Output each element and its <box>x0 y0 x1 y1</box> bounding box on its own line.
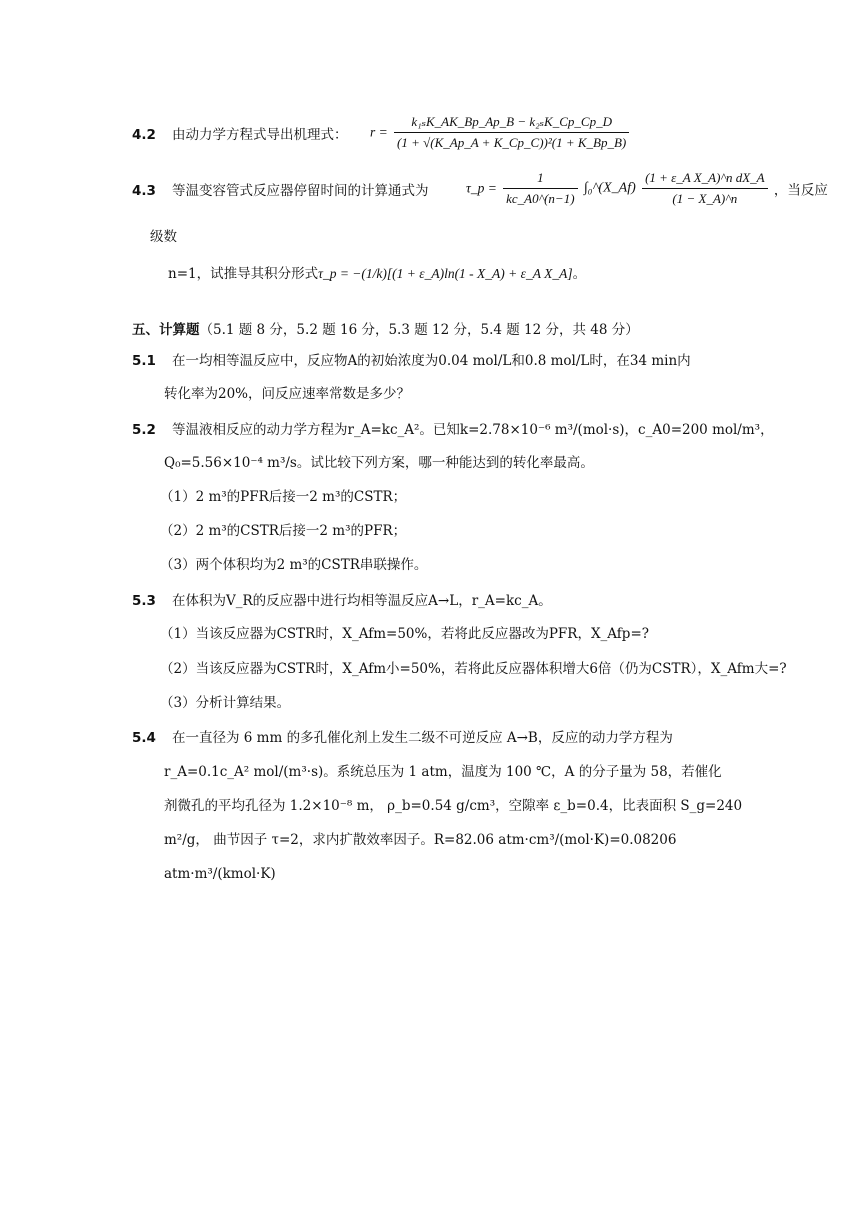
question-number: 5.2 <box>132 422 156 438</box>
section-5-heading <box>132 321 639 339</box>
question-5-1 <box>132 352 691 370</box>
question-number: 5.3 <box>132 593 156 609</box>
question-5-4-line4: m²/g， 曲节因子 τ=2，求内扩散效率因子。R=82.06 atm·cm³/(mol·K)=0.08206 <box>164 832 677 848</box>
question-4-3-line2: 级数 <box>150 229 177 245</box>
question-4-2 <box>132 126 348 144</box>
fraction-2-top: (1 + ε_A X_A)^n dX_A <box>642 170 768 189</box>
question-5-3 <box>132 592 552 610</box>
question-5-1-line2: 转化率为20%，问反应速率常数是多少？ <box>164 386 411 402</box>
question-line-1: 等温液相反应的动力学方程为r_A=kc_A²。已知k=2.78×10⁻⁶ m³/(mol·s)，c_A0=200 mol/m³， <box>172 422 774 438</box>
integral-form-formula: τ_p = −(1/k)[(1 + ε_A)ln(1 - X_A) + ε_A X_A] <box>318 266 573 281</box>
question-number: 5.1 <box>132 353 156 369</box>
integral-sign: ∫₀^(X_Af) <box>583 180 636 196</box>
line3-end: 。 <box>572 266 587 282</box>
fraction-1 <box>503 170 577 207</box>
section-title: 五、计算题 <box>132 322 200 338</box>
formula-fraction <box>394 114 629 151</box>
question-5-3-option-3: （3）分析计算结果。 <box>160 695 291 711</box>
question-text-tail: ，当反应 <box>773 182 828 199</box>
question-line-1: 在体积为V_R的反应器中进行均相等温反应A→L，r_A=kc_A。 <box>172 593 552 609</box>
mechanism-formula <box>370 114 631 151</box>
question-4-3 <box>132 182 429 200</box>
question-4-3-line3 <box>168 265 586 283</box>
question-5-4-line5: atm·m³/(kmol·K) <box>164 866 276 882</box>
question-5-4 <box>132 729 673 747</box>
question-line-1: 在一均相等温反应中，反应物A的初始浓度为0.04 mol/L和0.8 mol/L时，在34 min内 <box>172 353 691 369</box>
section-note: （5.1 题 8 分，5.2 题 16 分，5.3 题 12 分，5.4 题 12 分，共 48 分） <box>199 322 639 338</box>
question-5-2-option-2: （2）2 m³的CSTR后接一2 m³的PFR； <box>160 523 407 539</box>
fraction-1-bottom: kc_A0^(n−1) <box>506 191 575 206</box>
question-5-2-option-3: （3）两个体积均为2 m³的CSTR串联操作。 <box>160 557 428 573</box>
question-text: 等温变容管式反应器停留时间的计算通式为 <box>172 183 429 199</box>
question-5-2-line2: Q₀=5.56×10⁻⁴ m³/s。试比较下列方案，哪一种能达到的转化率最高。 <box>164 455 594 471</box>
question-5-3-option-2: （2）当该反应器为CSTR时，X_Afm小=50%，若将此反应器体积增大6倍（仍为CSTR），X_Afm大=? <box>160 661 787 677</box>
residence-time-formula <box>466 170 828 207</box>
question-5-2-option-1: （1）2 m³的PFR后接一2 m³的CSTR； <box>160 489 407 505</box>
question-number: 5.4 <box>132 730 156 746</box>
formula-denominator: (1 + √(K_Ap_A + K_Cp_C))²(1 + K_Bp_B) <box>397 135 627 150</box>
tau-lhs: τ_p = <box>466 180 497 196</box>
question-number: 4.2 <box>132 127 156 143</box>
question-5-2 <box>132 421 774 439</box>
question-number: 4.3 <box>132 183 156 199</box>
fraction-2-bottom: (1 − X_A)^n <box>672 191 738 206</box>
fraction-1-top: 1 <box>503 170 577 189</box>
formula-numerator: k₁ₛK_AK_Bp_Ap_B − k₂ₛK_Cp_Cp_D <box>394 114 629 133</box>
line3-prefix: n=1，试推导其积分形式 <box>168 266 319 282</box>
question-5-4-line3: 剂微孔的平均孔径为 1.2×10⁻⁸ m， ρ_b=0.54 g/cm³，空隙率 ε_b=0.4，比表面积 S_g=240 <box>164 798 743 814</box>
formula-lhs: r = <box>370 124 388 140</box>
question-5-4-line2: r_A=0.1c_A² mol/(m³·s)。系统总压为 1 atm，温度为 100 ℃，A 的分子量为 58，若催化 <box>164 764 722 780</box>
fraction-2 <box>642 170 768 207</box>
question-line-1: 在一直径为 6 mm 的多孔催化剂上发生二级不可逆反应 A→B，反应的动力学方程为 <box>172 730 673 746</box>
question-5-3-option-1: （1）当该反应器为CSTR时，X_Afm=50%，若将此反应器改为PFR，X_Afp=? <box>160 626 649 642</box>
question-text: 由动力学方程式导出机理式： <box>172 127 348 143</box>
